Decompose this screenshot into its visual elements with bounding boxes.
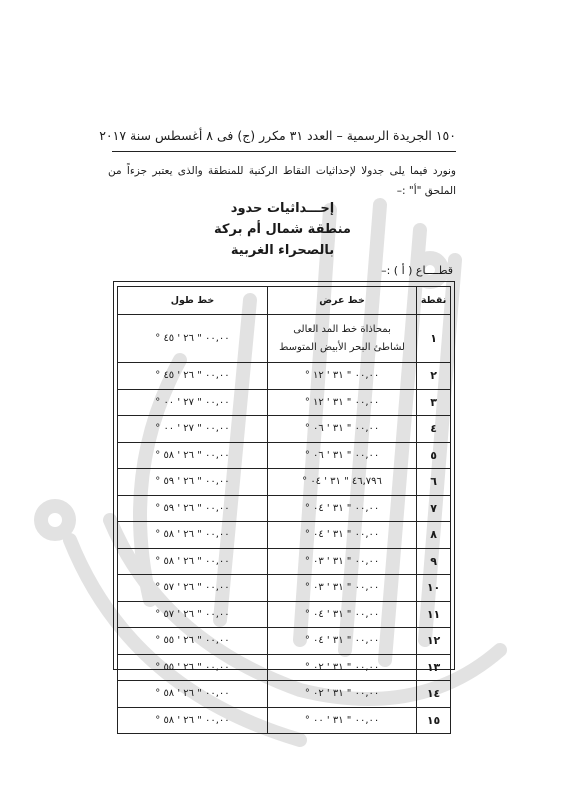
longitude-cell: ٠٠,٠٠ " ٢٦ ' ٥٥ °	[118, 654, 268, 681]
table-row	[118, 315, 451, 363]
longitude-cell: ٠٠,٠٠ " ٢٦ ' ٥٥ °	[118, 628, 268, 655]
table-row	[118, 442, 451, 469]
longitude-cell: ٠٠,٠٠ " ٢٦ ' ٥٩ °	[118, 495, 268, 522]
longitude-cell: ٠٠,٠٠ " ٢٧ ' ٠٠ °	[118, 389, 268, 416]
longitude-cell: ٠٠,٠٠ " ٢٦ ' ٥٨ °	[118, 707, 268, 734]
title-line-1: إحـــداثيات حدود	[230, 201, 335, 216]
point-number: ١١	[417, 601, 451, 628]
point-number: ٦	[417, 469, 451, 496]
point-number: ٩	[417, 548, 451, 575]
longitude-cell: ٠٠,٠٠ " ٢٦ ' ٥٨ °	[118, 442, 268, 469]
point-number: ١	[417, 315, 451, 363]
longitude-cell: ٠٠,٠٠ " ٢٧ ' ٠٠ °	[118, 416, 268, 443]
table-row	[118, 575, 451, 602]
title-line-3: بالصحراء الغربية	[230, 243, 335, 258]
table-row	[118, 548, 451, 575]
latitude-line-1: بمحاذاة خط المد العالى	[293, 323, 391, 335]
point-number: ٢	[417, 363, 451, 390]
latitude-cell: ٠٠,٠٠ " ٣١ ' ١٢ °	[267, 363, 416, 390]
table-row	[118, 522, 451, 549]
coordinates-table	[117, 286, 451, 734]
header-point: نقطة	[417, 287, 451, 315]
intro-paragraph: ونورد فيما يلى جدولا لإحداثيات النقاط الركنية للمنطقة والذى يعتبر جزءاً من الملحق "أ" :–	[108, 165, 456, 197]
table-row	[118, 601, 451, 628]
page-header: ١٥٠ الجريدة الرسمية – العدد ٣١ مكرر (ج) فى ٨ أغسطس سنة ٢٠١٧	[99, 128, 456, 143]
table-row	[118, 469, 451, 496]
table-header-row	[118, 287, 451, 315]
header-latitude: خط عرض	[267, 287, 416, 315]
table-row	[118, 654, 451, 681]
point-number: ٤	[417, 416, 451, 443]
table-row	[118, 363, 451, 390]
longitude-cell: ٠٠,٠٠ " ٢٦ ' ٥٧ °	[118, 601, 268, 628]
latitude-cell: ٠٠,٠٠ " ٣١ ' ٠٢ °	[267, 654, 416, 681]
longitude-cell: ٠٠,٠٠ " ٢٦ ' ٤٥ °	[118, 363, 268, 390]
longitude-cell: ٠٠,٠٠ " ٢٦ ' ٥٩ °	[118, 469, 268, 496]
longitude-cell: ٠٠,٠٠ " ٢٦ ' ٥٨ °	[118, 548, 268, 575]
latitude-cell: ٠٠,٠٠ " ٣١ ' ٠٦ °	[267, 442, 416, 469]
point-number: ١٣	[417, 654, 451, 681]
table-row	[118, 681, 451, 708]
title-line-2: منطقة شمال أم بركة	[214, 222, 351, 237]
header-divider	[112, 151, 456, 152]
table-row	[118, 707, 451, 734]
latitude-line-2: لشاطئ البحر الأبيض المتوسط	[279, 341, 405, 353]
latitude-cell: ٠٠,٠٠ " ٣١ ' ٠٣ °	[267, 575, 416, 602]
point-number: ٨	[417, 522, 451, 549]
latitude-cell: ٠٠,٠٠ " ٣١ ' ٠٢ °	[267, 681, 416, 708]
latitude-cell: ٠٠,٠٠ " ٣١ ' ٠٤ °	[267, 628, 416, 655]
point-number: ٥	[417, 442, 451, 469]
table-row	[118, 495, 451, 522]
latitude-cell: ٠٠,٠٠ " ٣١ ' ٠٤ °	[267, 522, 416, 549]
sector-label: قطــــاع ( أ ) :–	[381, 264, 453, 277]
point-number: ٣	[417, 389, 451, 416]
latitude-cell: ٠٠,٠٠ " ٣١ ' ٠٠ °	[267, 707, 416, 734]
latitude-cell: ٠٠,٠٠ " ٣١ ' ٠٣ °	[267, 548, 416, 575]
point-number: ٧	[417, 495, 451, 522]
point-number: ١٤	[417, 681, 451, 708]
longitude-cell: ٠٠,٠٠ " ٢٦ ' ٤٥ °	[118, 315, 268, 363]
longitude-cell: ٠٠,٠٠ " ٢٦ ' ٥٨ °	[118, 522, 268, 549]
latitude-cell: ٠٠,٠٠ " ٣١ ' ٠٦ °	[267, 416, 416, 443]
point-number: ١٠	[417, 575, 451, 602]
latitude-cell: ٠٠,٠٠ " ٣١ ' ٠٤ °	[267, 601, 416, 628]
coordinates-table-frame	[113, 281, 455, 727]
table-row	[118, 628, 451, 655]
latitude-cell: ٠٠,٠٠ " ٣١ ' ١٢ °	[267, 389, 416, 416]
latitude-cell: ٠٠,٠٠ " ٣١ ' ٠٤ °	[267, 495, 416, 522]
table-row	[118, 389, 451, 416]
table-row	[118, 416, 451, 443]
point-number: ١٥	[417, 707, 451, 734]
latitude-cell	[267, 315, 416, 363]
longitude-cell: ٠٠,٠٠ " ٢٦ ' ٥٨ °	[118, 681, 268, 708]
header-longitude: خط طول	[118, 287, 268, 315]
longitude-cell: ٠٠,٠٠ " ٢٦ ' ٥٧ °	[118, 575, 268, 602]
point-number: ١٢	[417, 628, 451, 655]
latitude-cell: ٤٦,٧٩٦ " ٣١ ' ٠٤ °	[267, 469, 416, 496]
